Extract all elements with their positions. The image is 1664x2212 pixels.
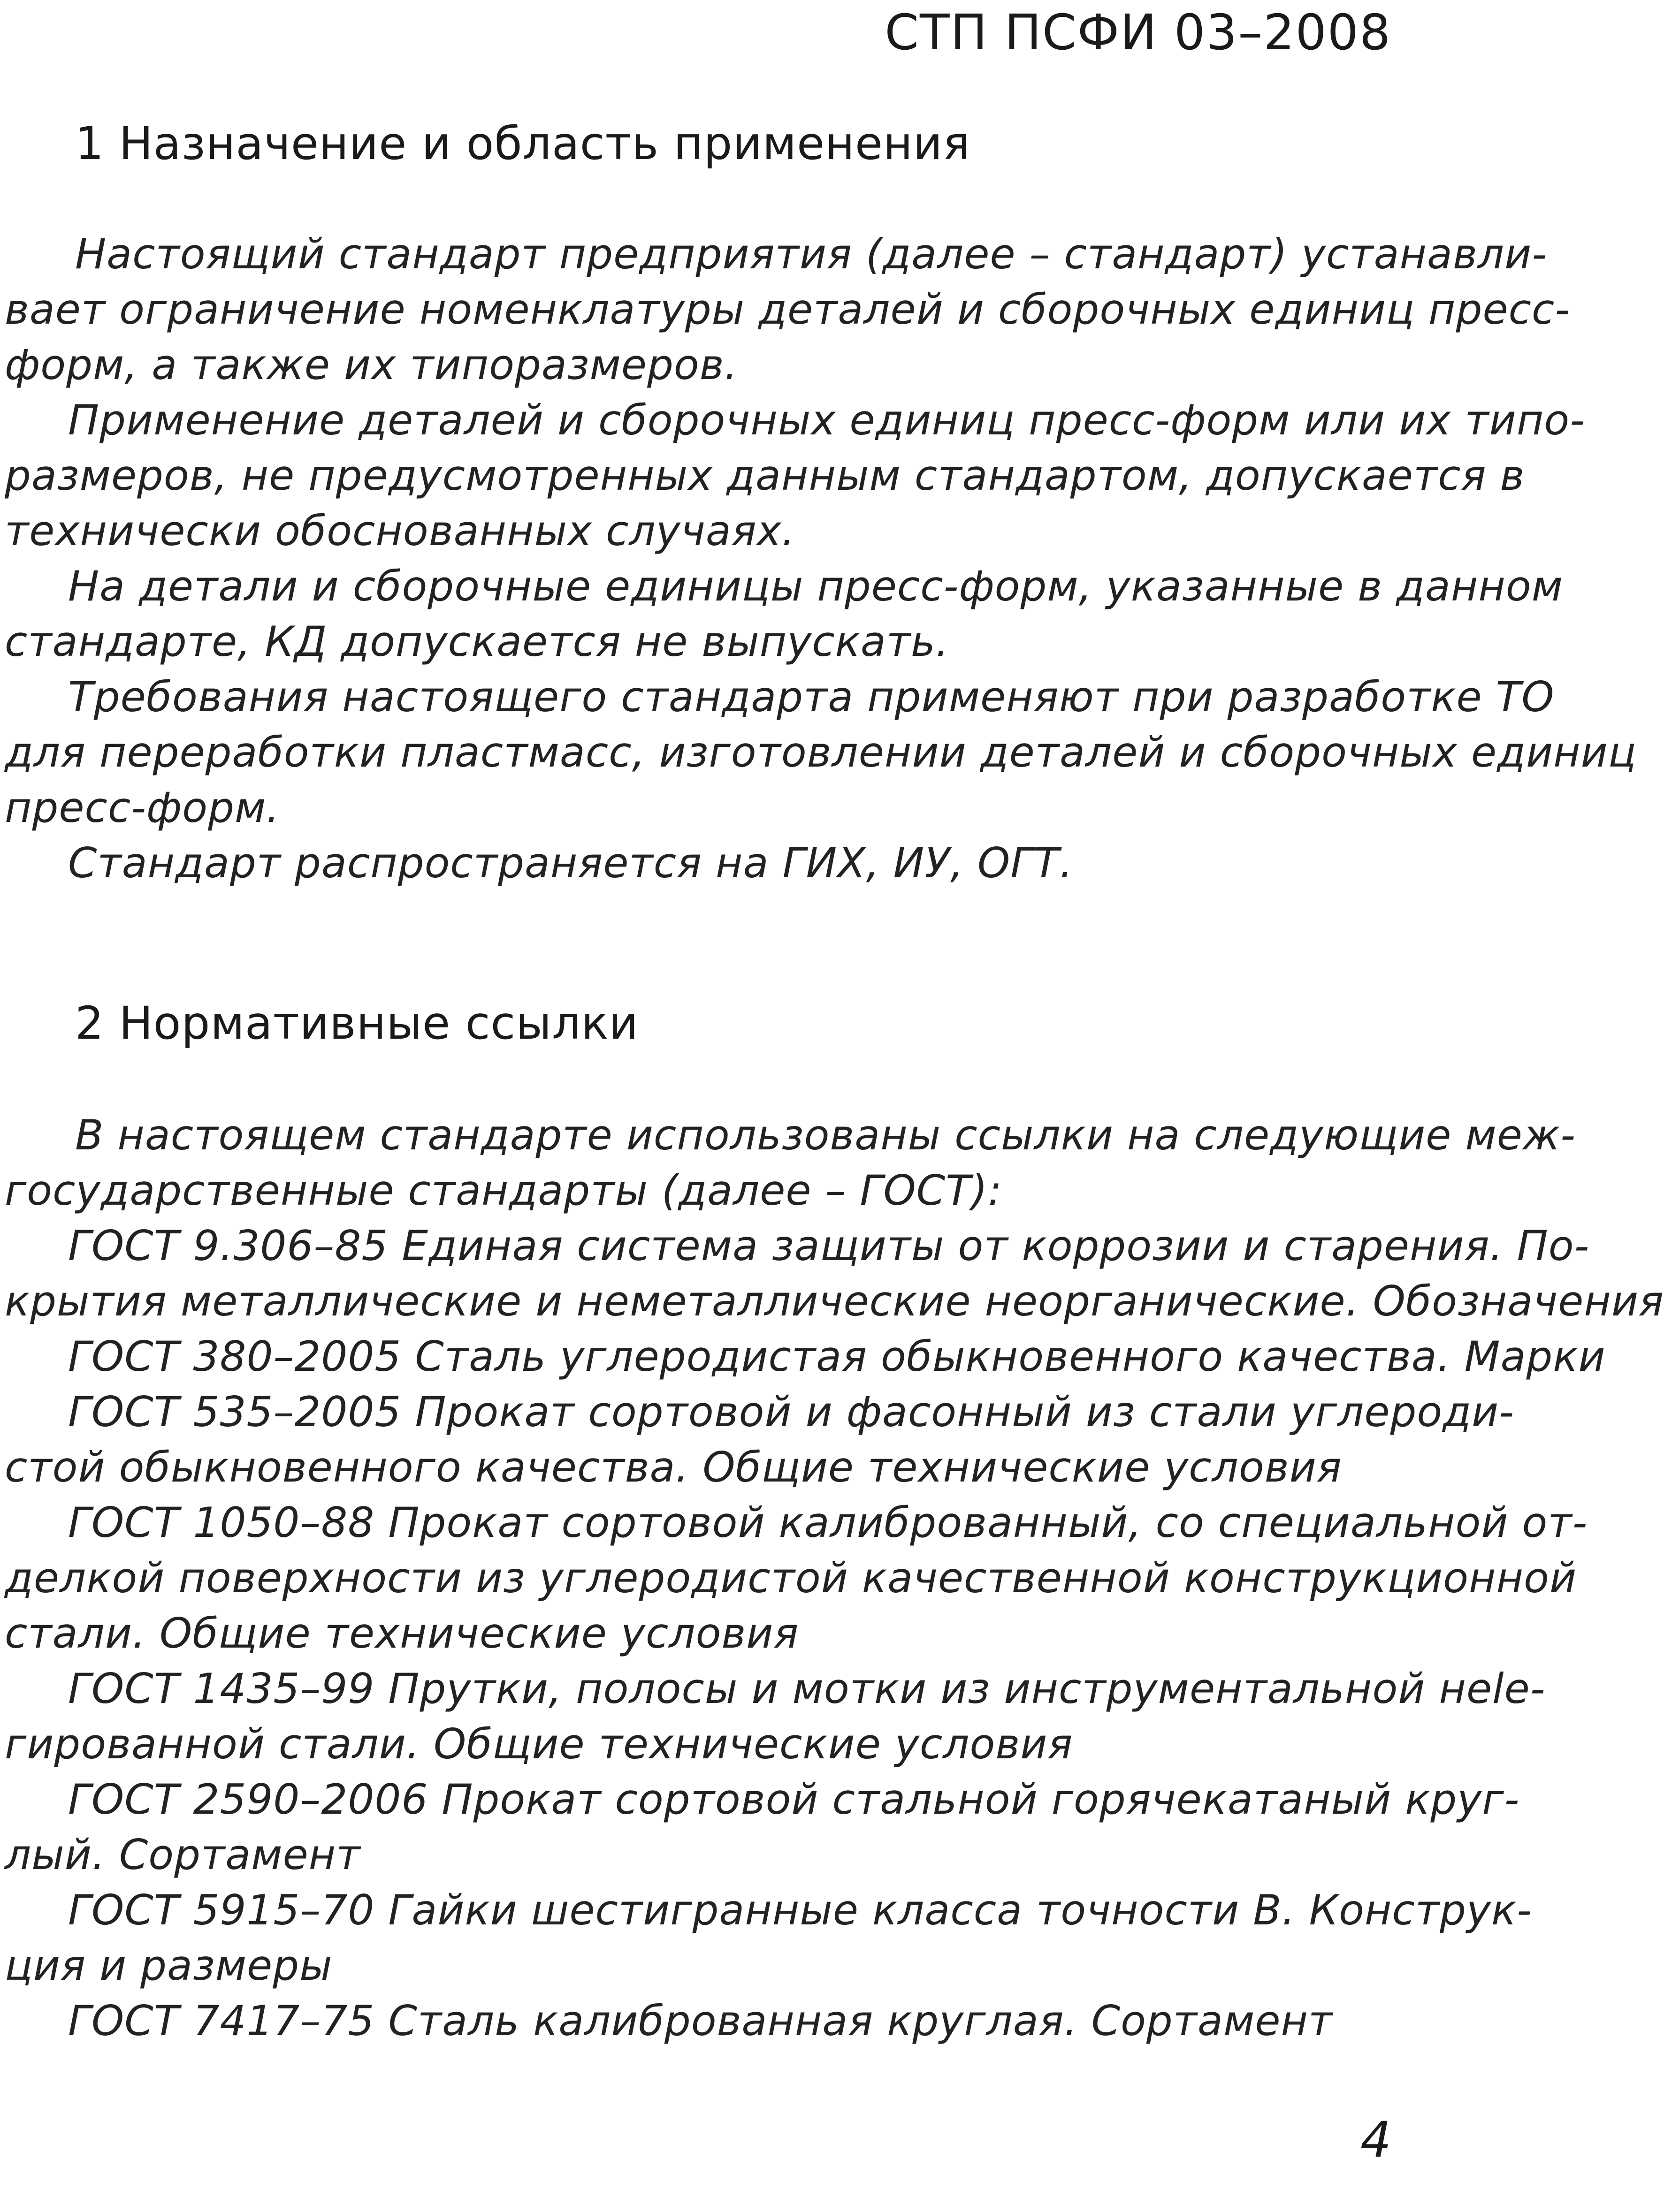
reference-item: ГОСТ 7417–75 Сталь калиброванная круглая. Сортамент (68, 1997, 1333, 2045)
reference-item: ГОСТ 2590–2006 Прокат сортовой стальной горячекатаный круг- (68, 1775, 1520, 1824)
section-1-line: Настоящий стандарт предприятия (далее – стандарт) устанавли- (75, 230, 1548, 278)
section-1-line: Стандарт распространяется на ГИХ, ИУ, ОГТ. (68, 839, 1073, 887)
section-2-line: гированной стали. Общие технические условия (5, 1720, 1073, 1768)
reference-item: ГОСТ 9.306–85 Единая система защиты от коррозии и старения. По- (68, 1222, 1590, 1270)
section-1-line: Применение деталей и сборочных единиц пресс-форм или их типо- (68, 396, 1585, 444)
reference-item: ГОСТ 1435–99 Прутки, полосы и мотки из инструментальной нele- (68, 1665, 1546, 1713)
section-1-line: пресс-форм. (5, 783, 280, 832)
section-2-line: ция и размеры (5, 1941, 333, 1990)
section-2-line: В настоящем стандарте использованы ссылки на следующие меж- (75, 1111, 1576, 1159)
section-2-line: государственные стандарты (далее – ГОСТ): (5, 1166, 1002, 1215)
section-2-line: делкой поверхности из углеродистой качественной конструкционной (5, 1554, 1577, 1602)
reference-item: ГОСТ 380–2005 Сталь углеродистая обыкновенного качества. Марки (68, 1332, 1606, 1381)
section-1-line: На детали и сборочные единицы пресс-форм, указанные в данном (68, 562, 1564, 610)
section-2-line: стали. Общие технические условия (5, 1609, 799, 1657)
reference-item: ГОСТ 535–2005 Прокат сортовой и фасонный из стали углероди- (68, 1388, 1514, 1436)
section-1-heading: 1 Назначение и область применения (75, 117, 970, 170)
section-1-line: стандарте, КД допускается не выпускать. (5, 617, 949, 666)
section-2-line: лый. Сортамент (5, 1831, 361, 1879)
section-1-line: Требования настоящего стандарта применяют при разработке ТО (68, 673, 1555, 721)
reference-item: ГОСТ 1050–88 Прокат сортовой калиброванный, со специальной от- (68, 1498, 1588, 1547)
document-code: СТП ПСФИ 03–2008 (885, 4, 1391, 61)
section-2-heading: 2 Нормативные ссылки (75, 997, 639, 1049)
page-number: 4 (1360, 2111, 1391, 2168)
section-1-line: форм, а также их типоразмеров. (5, 341, 738, 389)
reference-item: ГОСТ 5915–70 Гайки шестигранные класса точности В. Конструк- (68, 1886, 1532, 1934)
section-1-line: вает ограничение номенклатуры деталей и сборочных единиц пресс- (5, 285, 1571, 334)
section-2-line: стой обыкновенного качества. Общие технические условия (5, 1443, 1342, 1491)
section-1-line: технически обоснованных случаях. (5, 507, 795, 555)
section-1-line: для переработки пластмасс, изготовлении деталей и сборочных единиц (5, 728, 1637, 776)
section-2-line: крытия металлические и неметаллические неорганические. Обозначения (5, 1277, 1664, 1325)
section-1-line: размеров, не предусмотренных данным стандартом, допускается в (5, 451, 1525, 500)
